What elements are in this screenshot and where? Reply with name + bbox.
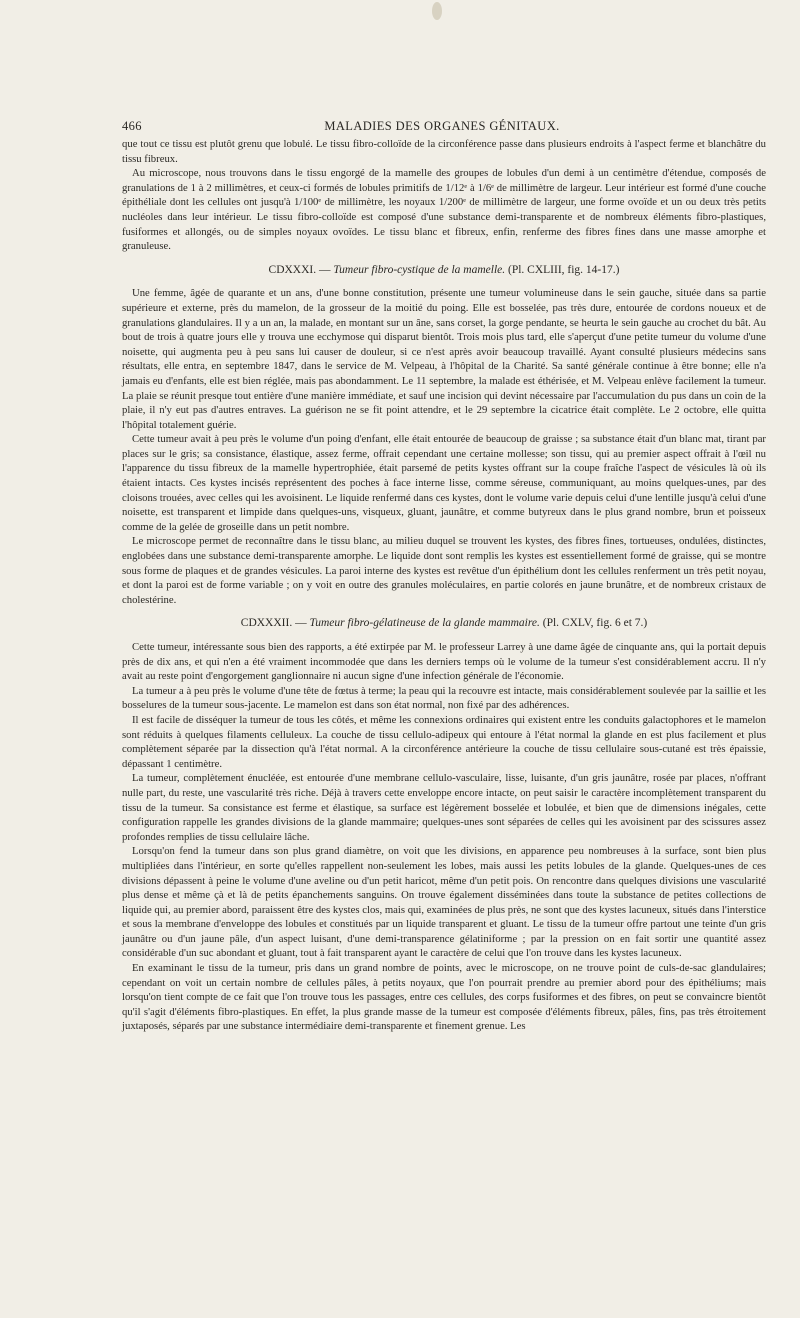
paragraph: Le microscope permet de reconnaître dans le tissu blanc, au milieu duquel se trouvent les kystes, des fibres fines, tortueuses, ondulées, distinctes, englobées dans une substance demi-transparente amorphe. Le liquide dont sont remplis les kystes est essentiellement formé de graisse, qui se montre sous forme de plaques et de grandes vésicules. La paroi interne des kystes est revêtue d'un épithélium dont les cellules renferment un très petit noyau, et dont la paroi est de forme variable ; on y voit en outre des granules moléculaires, en partie colorés en jaune brunâtre, et de nombreux cristaux de cholestérine. <box>122 535 766 606</box>
running-title: MALADIES DES ORGANES GÉNITAUX. <box>324 119 560 133</box>
paragraph: La tumeur a à peu près le volume d'une tête de fœtus à terme; la peau qui la recouvre est intacte, mais considérablement soulevée par la saillie et les bosselures de la tumeur sous-jacente. Le mamelon est dans son état normal, non fixé par des adhérences. <box>122 684 766 712</box>
page-number: 466 <box>122 119 142 133</box>
paragraph: En examinant le tissu de la tumeur, pris dans un grand nombre de points, avec le microscope, on ne trouve point de culs-de-sac glandulaires; cependant on voit un certain nombre de cellules pâles, à petits noyaux, que l'on pourrait prendre au premier abord pour des épithéliums; mais lorsqu'on tient compte de ce fait que l'on trouve tous les passages, entre ces cellules, des corps fusiformes et des fibres, on peut se convaincre bientôt qu'il s'agit d'éléments fibro-plastiques. En effet, la plus grande masse de la tumeur est composée d'éléments fibreux, pâles, fins, pas très étroitement juxtaposés, séparés par une substance intermédiaire demi-transparente et finement grenue. Les <box>122 962 766 1033</box>
case-subtitle: Tumeur fibro-cystique de la mamelle. <box>333 263 506 276</box>
paragraph: Cette tumeur avait à peu près le volume d'un poing d'enfant, elle était entourée de beaucoup de graisse ; sa substance était d'un blanc mat, tirant par places sur le gris; sa consistance, élastique, assez ferme, offrait cependant une certaine mollesse; son tissu, qui au premier aspect offrait à l'œil nu l'apparence du tissu fibreux de la mamelle hypertrophiée, était parsemé de petits kystes offrant sur la coupe fraîche l'aspect de vésicules là où ils étaient intacts. Ces kystes incisés représentent des poches à face interne lisse, comme séreuse, communiquant, au moins quelques-unes, par des cloisons trouées, avec celles qui les avoisinent. Le liquide renfermé dans ces kystes, dont le volume varie depuis celui d'une lentille jusqu'à celui d'une noisette, est transparent et limpide dans quelques-uns, visqueux, gluant, jaunâtre, et comme butyreux dans le plus grand nombre, brun et poisseux comme de la gelée de groseille dans un petit nombre. <box>122 433 766 533</box>
paragraph: Lorsqu'on fend la tumeur dans son plus grand diamètre, on voit que les divisions, en apparence peu nombreuses à la surface, sont bien plus multipliées dans l'intérieur, en sorte qu'elles rappellent non-seulement les lobes, mais aussi les petits lobules de la glande. Quelques-unes de ces divisions dépassent à peine le volume d'une aveline ou d'un petit haricot, même d'un petit pois. On rencontre dans quelques divisions une vascularité plus dense et même çà et là de petits épanchements sanguins. On trouve également disséminées dans toute la substance de petites collections de liquide qui, au premier abord, paraissent être des kystes clos, mais qui, examinées de plus près, ne sont que des kystes lacuneux, situés dans l'interstice et sous la membrane d'enveloppe des lobules et constitués par un liquide transparent et gluant. Le tissu de la tumeur offre partout une teinte d'un gris jaunâtre ou d'un jaune pâle, d'un aspect luisant, d'une demi-transparence gélatiniforme ; par la pression on en fait sortir une quantité assez considérable d'un suc abondant et gluant, tout à fait transparent ayant le caractère de celui que l'on trouve dans les kystes lacuneux. <box>122 845 766 960</box>
body-text <box>122 137 766 1034</box>
case-heading <box>122 263 766 278</box>
case-number: CDXXXII. — <box>240 617 307 630</box>
paragraph: que tout ce tissu est plutôt grenu que lobulé. Le tissu fibro-colloïde de la circonférence passe dans plusieurs endroits à l'aspect ferme et blanchâtre du tissu fibreux. <box>122 138 766 165</box>
plate-reference: (Pl. CXLIII, fig. 14-17.) <box>508 263 620 276</box>
case-subtitle: Tumeur fibro-gélatineuse de la glande mammaire. <box>309 617 540 630</box>
paragraph: Il est facile de disséquer la tumeur de tous les côtés, et même les connexions ordinaires qui existent entre les conduits galactophores et le mamelon sont réduits à quelques filaments celluleux. La couche de tissu cellulo-adipeux qui entoure à l'état normal la glande en est plus facilement et plus complètement séparée par la dissection qu'à l'état normal. A la circonférence antérieure la couche de tissu cellulaire sous-cutané est très épaissie, dépassant 1 centimètre. <box>122 713 766 770</box>
paragraph: Au microscope, nous trouvons dans le tissu engorgé de la mamelle des groupes de lobules d'un demi à un centimètre d'étendue, composés de granulations de 1 à 2 millimètres, et ceux-ci formés de lobules primitifs de 1/12ᵉ à 1/6ᵉ de millimètre de largeur. Leur intérieur est formé d'une couche épithéliale dont les cellules ont jusqu'à 1/100ᵉ de millimètre, les noyaux 1/200ᵉ de millimètre de largeur, une forme ovoïde et un ou deux très petits nucléoles dans leur intérieur. Le tissu fibro-colloïde est composé d'une substance demi-transparente et de nombreux éléments fibro-plastiques, fusiformes et allongés, ou de simples noyaux ovoïdes. Le tissu blanc et fibreux, enfin, renferme des fibres fines dans une masse amorphe et granuleuse. <box>122 167 766 253</box>
paper-stain <box>432 2 442 20</box>
case-number: CDXXXI. — <box>268 263 331 276</box>
paragraph: Cette tumeur, intéressante sous bien des rapports, a été extirpée par M. le professeur Larrey à une dame âgée de cinquante ans, qui la portait depuis près de dix ans, et qui n'en a été vraiment incommodée que dans les derniers temps où le volume de la tumeur s'est considérablement accru. Il n'y avait au reste point d'engorgement ganglionnaire ni aucun signe d'une infection générale de l'économie. <box>122 641 766 683</box>
plate-reference: (Pl. CXLV, fig. 6 et 7.) <box>542 617 648 630</box>
case-heading <box>122 616 766 631</box>
paragraph: La tumeur, complètement énucléée, est entourée d'une membrane cellulo-vasculaire, lisse, luisante, d'un gris jaunâtre, rosée par places, n'offrant nulle part, du reste, une vascularité très riche. Déjà à travers cette enveloppe encore intacte, on peut saisir le caractère incomplètement transparent du tissu de la tumeur. Sa consistance est ferme et élastique, sa surface est légèrement bosselée et lobulée, et bien que de dimensions inégales, cette configuration rappelle les grandes divisions de la glande mammaire; quelques-unes sont séparées de celles qui les avoisinent par des scissures assez profondes remplies de tissu cellulaire lâche. <box>122 772 766 843</box>
paragraph: Une femme, âgée de quarante et un ans, d'une bonne constitution, présente une tumeur volumineuse dans le sein gauche, située dans sa partie supérieure et externe, près du mamelon, de la grosseur de la moitié du poing. Elle est bosselée, pas très dure, entourée de cordons noueux et de granulations glandulaires. Il y a un an, la malade, en montant sur un âne, sans corset, la gorge pendante, se heurta le sein gauche au crochet du bât. Au bout de trois à quatre jours elle y trouva une ecchymose qui disparut bientôt. Trois mois plus tard, elle s'aperçut d'une petite tumeur du volume d'une noisette, qui augmenta peu à peu sans lui causer de douleur, si ce n'est après avoir beaucoup travaillé. Ayant consulté plusieurs médecins sans résultats, elle entra, en septembre 1847, dans le service de M. Velpeau, à l'hôpital de la Charité. Sa santé générale continue à être bonne; elle n'a jamais eu d'enfants, elle est bien réglée, mais pas abondamment. Le 11 septembre, la malade est éthérisée, et M. Velpeau enlève facilement la tumeur. La plaie se réunit presque tout entière d'une manière immédiate, et sauf une incision qui devint nécessaire par l'accumulation du pus dans un coin de la plaie, il n'y eut pas d'autres entraves. La guérison ne se fit point attendre, et le 29 septembre la cicatrice était complète. Le 2 octobre, elle quitta l'hôpital totalement guérie. <box>122 287 766 431</box>
running-head <box>122 119 762 135</box>
